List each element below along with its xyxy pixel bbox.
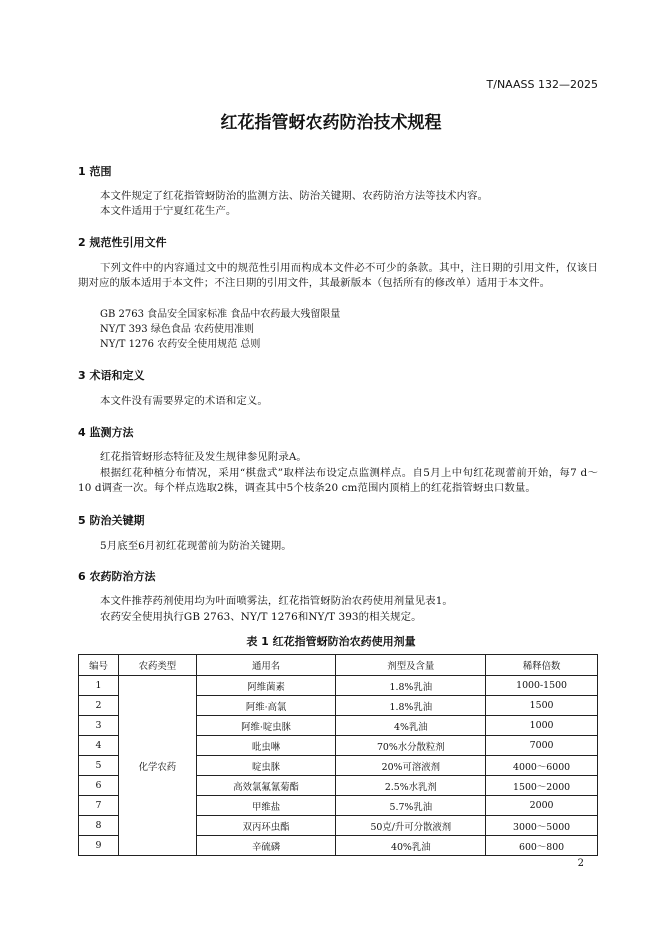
reference-item: NY/T 393 绿色食品 农药使用准则 bbox=[100, 324, 255, 335]
formulation: 50克/升可分散液剂 bbox=[336, 816, 486, 836]
normative-refs-paragraph: 下列文件中的内容通过文中的规范性引用而构成本文件必不可少的条款。其中，注日期的引用文件，仅该日期对应的版本适用于本文件；不注日期的引用文件，其最新版本（包括所有的修改单）适用于本文件。 bbox=[78, 262, 598, 289]
pesticide-name: 双丙环虫酯 bbox=[196, 816, 336, 836]
formulation: 70%水分散粒剂 bbox=[336, 736, 486, 756]
dilution: 3000～5000 bbox=[486, 816, 598, 836]
column-header: 农药类型 bbox=[118, 655, 196, 676]
row-number: 9 bbox=[79, 836, 119, 856]
dilution: 1500 bbox=[486, 696, 598, 716]
section-heading-normative-refs: 2 规范性引用文件 bbox=[78, 236, 167, 249]
terms-paragraph: 本文件没有需要界定的术语和定义。 bbox=[100, 395, 268, 407]
section-heading-methods: 6 农药防治方法 bbox=[78, 570, 156, 583]
section-heading-key-period: 5 防治关键期 bbox=[78, 514, 145, 527]
pesticide-name: 高效氯氟氰菊酯 bbox=[196, 776, 336, 796]
pesticide-name: 甲维盐 bbox=[196, 796, 336, 816]
key-period-paragraph: 5月底至6月初红花现蕾前为防治关键期。 bbox=[100, 540, 292, 552]
pesticide-table bbox=[78, 654, 598, 856]
row-number: 4 bbox=[79, 736, 119, 756]
row-number: 1 bbox=[79, 676, 119, 696]
methods-paragraph: 农药安全使用执行GB 2763、NY/T 1276和NY/T 393的相关规定。 bbox=[100, 611, 422, 623]
pesticide-name: 啶虫脒 bbox=[196, 756, 336, 776]
formulation: 1.8%乳油 bbox=[336, 696, 486, 716]
table-header-row bbox=[79, 655, 598, 676]
row-number: 7 bbox=[79, 796, 119, 816]
pesticide-name: 辛硫磷 bbox=[196, 836, 336, 856]
reference-item: NY/T 1276 农药安全使用规范 总则 bbox=[100, 339, 261, 350]
table-row bbox=[79, 676, 598, 696]
pesticide-name: 阿维菌素 bbox=[196, 676, 336, 696]
monitoring-paragraph: 红花指管蚜形态特征及发生规律参见附录A。 bbox=[100, 451, 307, 463]
standard-code: T/NAASS 132—2025 bbox=[486, 78, 598, 91]
dilution: 1000-1500 bbox=[486, 676, 598, 696]
pesticide-category: 化学农药 bbox=[118, 676, 196, 856]
reference-item: GB 2763 食品安全国家标准 食品中农药最大残留限量 bbox=[100, 309, 341, 320]
scope-paragraph: 本文件适用于宁夏红花生产。 bbox=[100, 205, 237, 217]
table-caption: 表 1 红花指管蚜防治农药使用剂量 bbox=[246, 635, 416, 648]
column-header: 编号 bbox=[79, 655, 119, 676]
column-header: 稀释倍数 bbox=[486, 655, 598, 676]
dilution: 1000 bbox=[486, 716, 598, 736]
dilution: 4000～6000 bbox=[486, 756, 598, 776]
dilution: 7000 bbox=[486, 736, 598, 756]
pesticide-name: 阿维·高氯 bbox=[196, 696, 336, 716]
column-header: 剂型及含量 bbox=[336, 655, 486, 676]
dilution: 600～800 bbox=[486, 836, 598, 856]
dilution: 2000 bbox=[486, 796, 598, 816]
section-heading-terms: 3 术语和定义 bbox=[78, 369, 145, 382]
scope-paragraph: 本文件规定了红花指管蚜防治的监测方法、防治关键期、农药防治方法等技术内容。 bbox=[100, 190, 489, 202]
pesticide-name: 吡虫啉 bbox=[196, 736, 336, 756]
page-number: 2 bbox=[577, 858, 584, 869]
formulation: 5.7%乳油 bbox=[336, 796, 486, 816]
column-header: 通用名 bbox=[196, 655, 336, 676]
monitoring-paragraph: 根据红花种植分布情况，采用“棋盘式”取样法布设定点监测样点。自5月上中旬红花现蕾前开始，每7 d～10 d调查一次。每个样点选取2株，调查其中5个枝条20 cm范围内顶梢上的红花指管蚜虫口数量。 bbox=[78, 467, 598, 494]
row-number: 8 bbox=[79, 816, 119, 836]
row-number: 6 bbox=[79, 776, 119, 796]
pesticide-name: 阿维·啶虫脒 bbox=[196, 716, 336, 736]
row-number: 2 bbox=[79, 696, 119, 716]
formulation: 2.5%水乳剂 bbox=[336, 776, 486, 796]
formulation: 1.8%乳油 bbox=[336, 676, 486, 696]
section-heading-monitoring: 4 监测方法 bbox=[78, 426, 134, 439]
section-heading-scope: 1 范围 bbox=[78, 165, 112, 178]
methods-paragraph: 本文件推荐药剂使用均为叶面喷雾法，红花指管蚜防治农药使用剂量见表1。 bbox=[100, 595, 453, 607]
row-number: 5 bbox=[79, 756, 119, 776]
formulation: 4%乳油 bbox=[336, 716, 486, 736]
dilution: 1500～2000 bbox=[486, 776, 598, 796]
document-title: 红花指管蚜农药防治技术规程 bbox=[220, 113, 442, 133]
formulation: 20%可溶液剂 bbox=[336, 756, 486, 776]
row-number: 3 bbox=[79, 716, 119, 736]
formulation: 40%乳油 bbox=[336, 836, 486, 856]
